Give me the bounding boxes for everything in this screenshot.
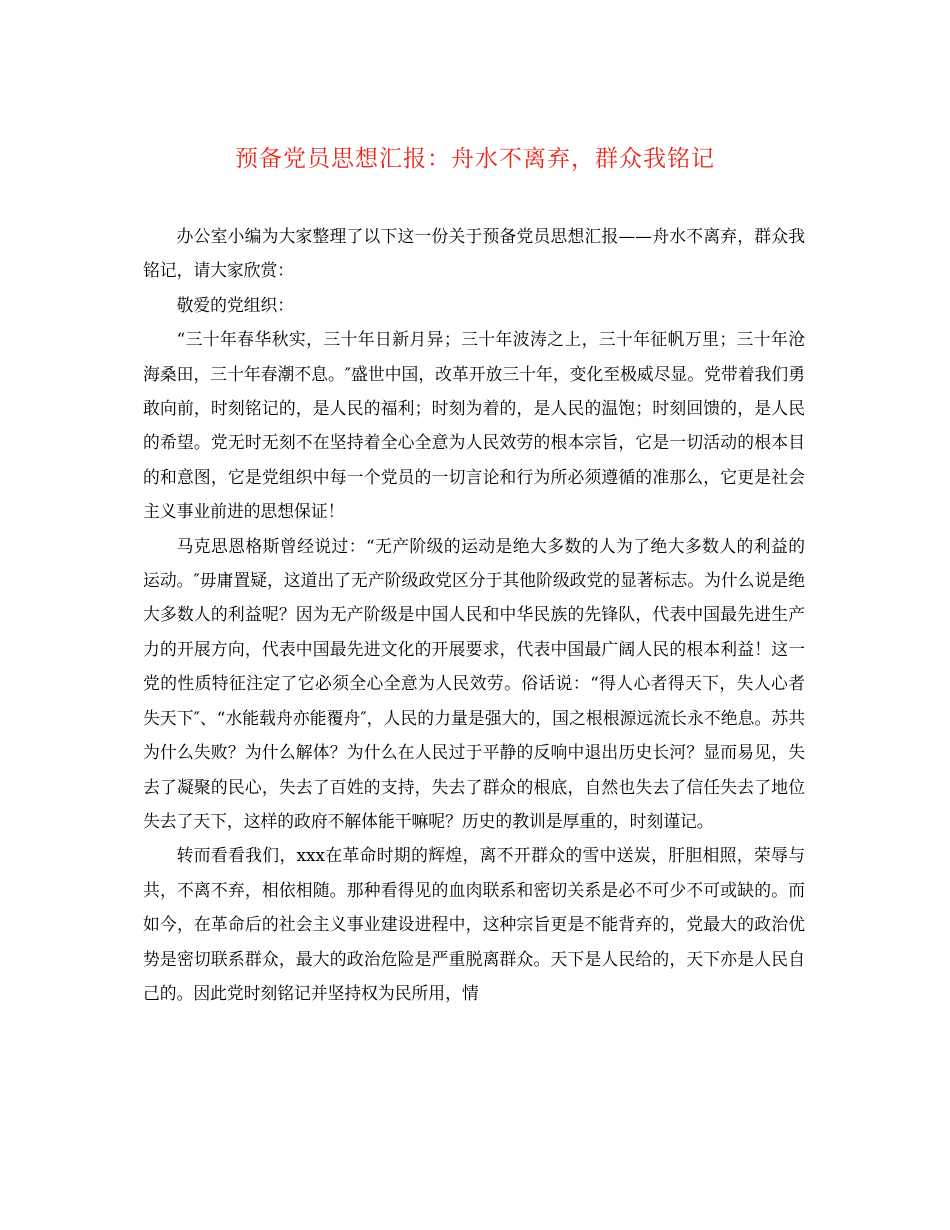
paragraph-salutation: 敬爱的党组织： — [176, 294, 295, 315]
paragraph-2: 马克思恩格斯曾经说过：“无产阶级的运动是绝大多数的人为了绝大多数人的利益的运动。″毋庸置疑，这道出了无产阶级政党区分于其他阶级政党的显著标志。为什么说是绝大多数人的利益呢？因为无产阶级是中国人民和中华民族的先锋队，代表中国最先进生产力的开展方向，代表中国最先进文化的开展要求，代表中国最广阔人民的根本利益！这一党的性质特征注定了它必须全心全意为人民效劳。俗话说：“得人心者得天下，失人心者失天下″、“水能载舟亦能覆舟″，人民的力量是强大的，国之根根源远流长永不绝息。苏共为什么失败？为什么解体？为什么在人民过于平静的反响中退出历史长河？显而易见，失去了凝聚的民心，失去了百姓的支持，失去了群众的根底，自然也失去了信任失去了地位失去了天下，这样的政府不解体能干嘛呢？历史的教训是厚重的，时刻谨记。 — [143, 535, 805, 831]
document-title: 预备党员思想汇报：舟水不离弃，群众我铭记 — [235, 146, 715, 172]
paragraph-intro: 办公室小编为大家整理了以下这一份关于预备党员思想汇报——舟水不离弃，群众我铭记，请大家欣赏： — [143, 226, 805, 281]
document-body — [143, 219, 805, 1010]
paragraph-3: 转而看看我们，xxx在革命时期的辉煌，离不开群众的雪中送炭，肝胆相照，荣辱与共，不离不弃，相依相随。那种看得见的血肉联系和密切关系是必不可少不可或缺的。而如今，在革命后的社会主义事业建设进程中，这种宗旨更是不能背弃的，党最大的政治优势是密切联系群众，最大的政治危险是严重脱离群众。天下是人民给的，天下亦是人民自己的。因此党时刻铭记并坚持权为民所用，情 — [143, 845, 805, 1003]
paragraph-1: “三十年春华秋实，三十年日新月异；三十年波涛之上，三十年征帆万里；三十年沧海桑田，三十年春潮不息。″盛世中国，改革开放三十年，变化至极威尽显。党带着我们勇敢向前，时刻铭记的，是人民的福利；时刻为着的，是人民的温饱；时刻回馈的，是人民的希望。党无时无刻不在坚持着全心全意为人民效劳的根本宗旨，它是一切活动的根本目的和意图，它是党组织中每一个党员的一切言论和行为所必须遵循的准那么，它更是社会主义事业前进的思想保证！ — [143, 329, 805, 522]
